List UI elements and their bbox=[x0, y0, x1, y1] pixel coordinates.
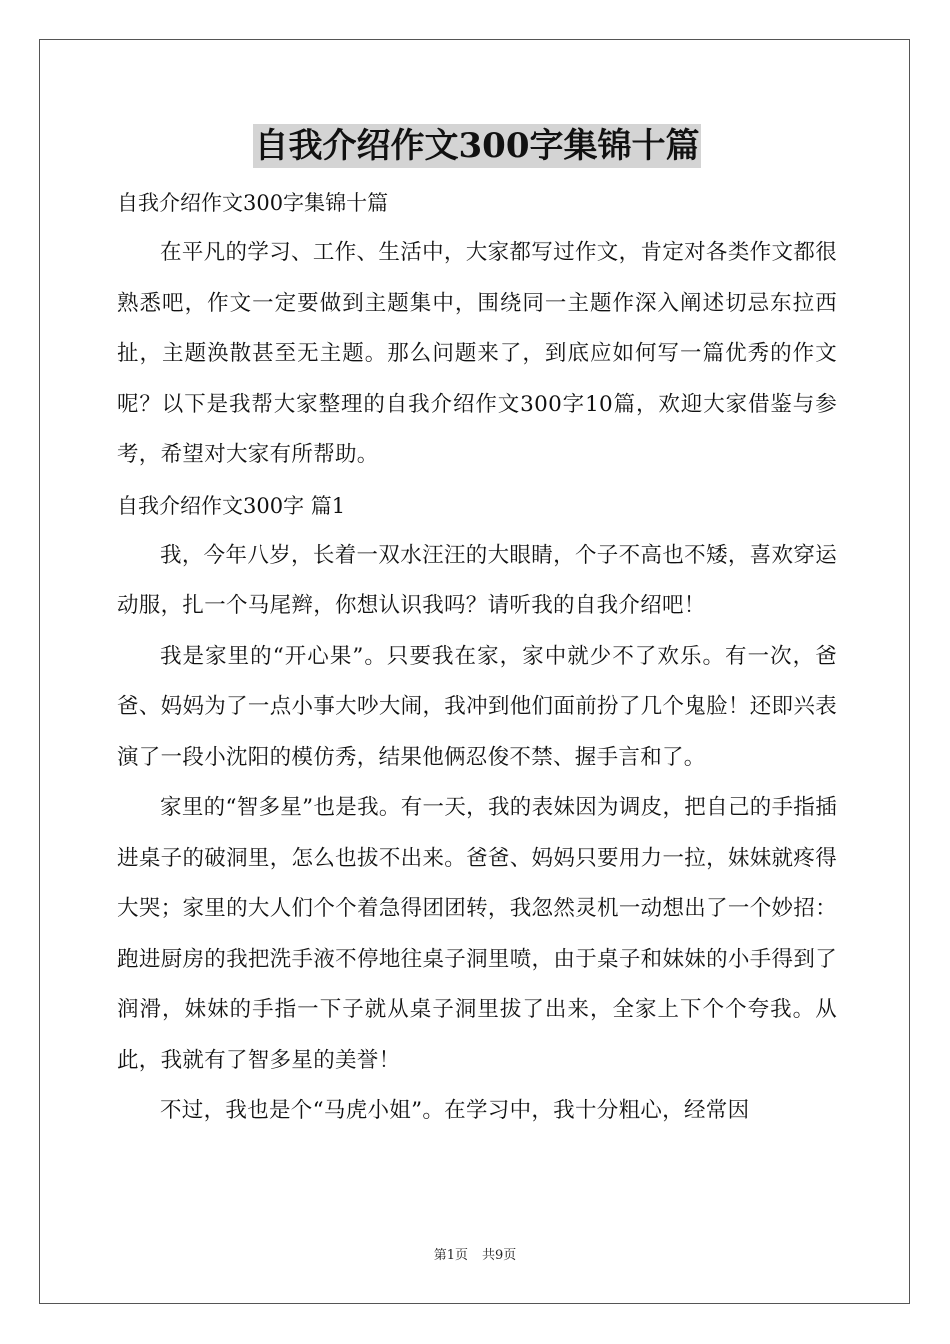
body-paragraph-4: 不过，我也是个“马虎小姐”。在学习中，我十分粗心，经常因 bbox=[160, 1098, 750, 1123]
page-number-current: 第1页 bbox=[433, 1248, 468, 1263]
document-body bbox=[117, 124, 837, 1137]
body-paragraph-1: 我，今年八岁，长着一双水汪汪的大眼睛，个子不高也不矮，喜欢穿运动服，扎一个马尾辫，你想认识我吗？请听我的自我介绍吧！ bbox=[117, 542, 837, 618]
section-heading: 自我介绍作文300字 篇1 bbox=[117, 493, 346, 518]
title-wrap bbox=[117, 124, 837, 168]
body-paragraph-2: 我是家里的“开心果”。只要我在家，家中就少不了欢乐。有一次，爸爸、妈妈为了一点小事大吵大闹，我冲到他们面前扮了几个鬼脸！还即兴表演了一段小沈阳的模仿秀，结果他俩忍俊不禁、握手言和了。 bbox=[117, 643, 837, 770]
document-title: 自我介绍作文300字集锦十篇 bbox=[254, 126, 700, 166]
document-subtitle: 自我介绍作文300字集锦十篇 bbox=[117, 191, 389, 215]
body-paragraph-3: 家里的“智多星”也是我。有一天，我的表妹因为调皮，把自己的手指插进桌子的破洞里，怎么也拔不出来。爸爸、妈妈只要用力一拉，妹妹就疼得大哭；家里的大人们个个着急得团团转，我忽然灵机一动想出了一个妙招：跑进厨房的我把洗手液不停地往桌子洞里喷，由于桌子和妹妹的小手得到了润滑，妹妹的手指一下子就从桌子洞里拔了出来，全家上下个个夸我。从此，我就有了智多星的美誉！ bbox=[117, 795, 837, 1073]
intro-paragraph: 在平凡的学习、工作、生活中，大家都写过作文，肯定对各类作文都很熟悉吧，作文一定要做到主题集中，围绕同一主题作深入阐述切忌东拉西扯，主题涣散甚至无主题。那么问题来了，到底应如何写一篇优秀的作文呢？以下是我帮大家整理的自我介绍作文300字10篇，欢迎大家借鉴与参考，希望对大家有所帮助。 bbox=[117, 240, 837, 467]
page-number-total: 共9页 bbox=[482, 1248, 517, 1263]
page-footer bbox=[0, 1247, 950, 1265]
